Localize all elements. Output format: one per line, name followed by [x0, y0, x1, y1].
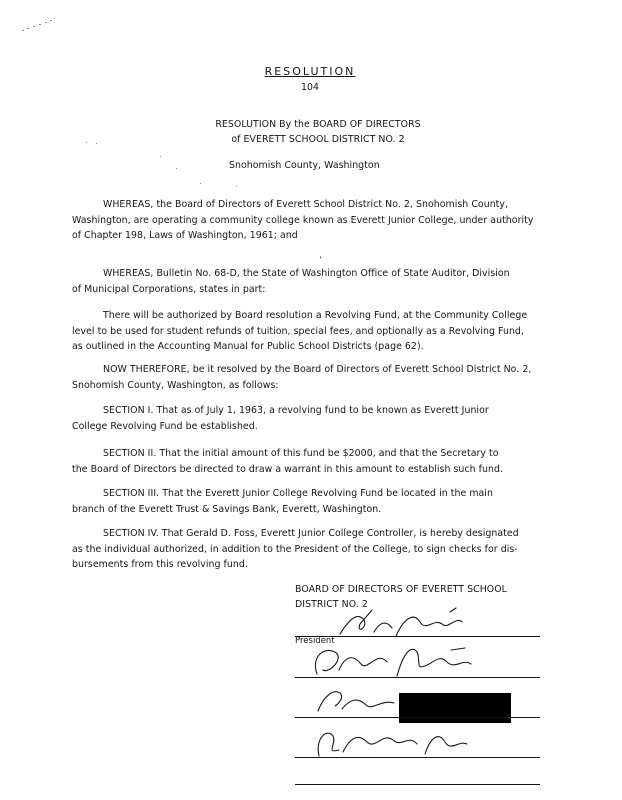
resolution-number: 104: [300, 82, 320, 93]
section-1: [72, 403, 592, 434]
text-line: WHEREAS, Bulletin No. 68-D, the State of Washington Office of State Auditor, Division: [103, 268, 510, 279]
text-line: There will be authorized by Board resolution a Revolving Fund, at the Community College: [103, 310, 528, 321]
text-line: SECTION III. That the Everett Junior College Revolving Fund be located in the main: [103, 488, 493, 499]
text-line: of Chapter 198, Laws of Washington, 1961; and: [72, 230, 298, 241]
president-label: President: [295, 636, 335, 646]
president-signature: [330, 606, 490, 640]
resolution-heading-line1: RESOLUTION By the BOARD OF DIRECTORS: [215, 119, 421, 130]
whereas-paragraph-1: [72, 197, 592, 244]
director-signature-2: [305, 640, 485, 682]
director-signature-line-2: [295, 677, 540, 678]
section-3: [72, 486, 592, 517]
director-signature-line-5: [295, 784, 540, 785]
board-signature-heading-line1: BOARD OF DIRECTORS OF EVERETT SCHOOL: [295, 584, 507, 595]
quoted-bulletin-paragraph: [72, 308, 592, 355]
director-signature-line-4: [295, 757, 540, 758]
text-line: of Municipal Corporations, states in part:: [72, 283, 266, 295]
text-line: College Revolving Fund be established.: [72, 420, 258, 432]
director-signature-3: [310, 685, 410, 717]
text-line: as the individual authorized, in addition to the President of the College, to sign checks for dis-: [72, 543, 518, 555]
section-4: [72, 526, 592, 573]
text-line: Snohomish County, Washington, as follows:: [72, 379, 279, 391]
now-therefore-paragraph: [72, 362, 592, 393]
text-line: SECTION II. That the initial amount of this fund be $2000, and that the Secretary to: [103, 448, 499, 459]
resolution-heading-line2: of EVERETT SCHOOL DISTRICT NO. 2: [231, 134, 405, 145]
text-line: WHEREAS, the Board of Directors of Everett School District No. 2, Snohomish County,: [103, 199, 509, 210]
text-line: branch of the Everett Trust & Savings Bank, Everett, Washington.: [72, 503, 382, 515]
director-signature-line-3: [295, 717, 540, 718]
whereas-paragraph-2: [72, 266, 592, 297]
text-line: Washington, are operating a community college known as Everett Junior College, under authority: [72, 214, 534, 226]
redaction-box: [399, 693, 511, 723]
text-line: the Board of Directors be directed to draw a warrant in this amount to establish such fund.: [72, 463, 504, 475]
resolution-title: RESOLUTION: [264, 65, 356, 78]
county-line: Snohomish County, Washington: [229, 160, 380, 171]
section-2: [72, 446, 592, 477]
text-line: as outlined in the Accounting Manual for Public School Districts (page 62).: [72, 341, 424, 352]
text-line: bursements from this revolving fund.: [72, 559, 248, 570]
text-line: SECTION IV. That Gerald D. Foss, Everett Junior College Controller, is hereby designated: [103, 528, 519, 539]
board-signature-heading-line2: DISTRICT NO. 2: [295, 599, 368, 610]
text-line: SECTION I. That as of July 1, 1963, a revolving fund to be known as Everett Junior: [103, 405, 489, 416]
text-line: level to be used for student refunds of tuition, special fees, and optionally as a Revolving Fund,: [72, 325, 524, 337]
text-line: NOW THEREFORE, be it resolved by the Board of Directors of Everett School District No. 2,: [103, 364, 532, 375]
